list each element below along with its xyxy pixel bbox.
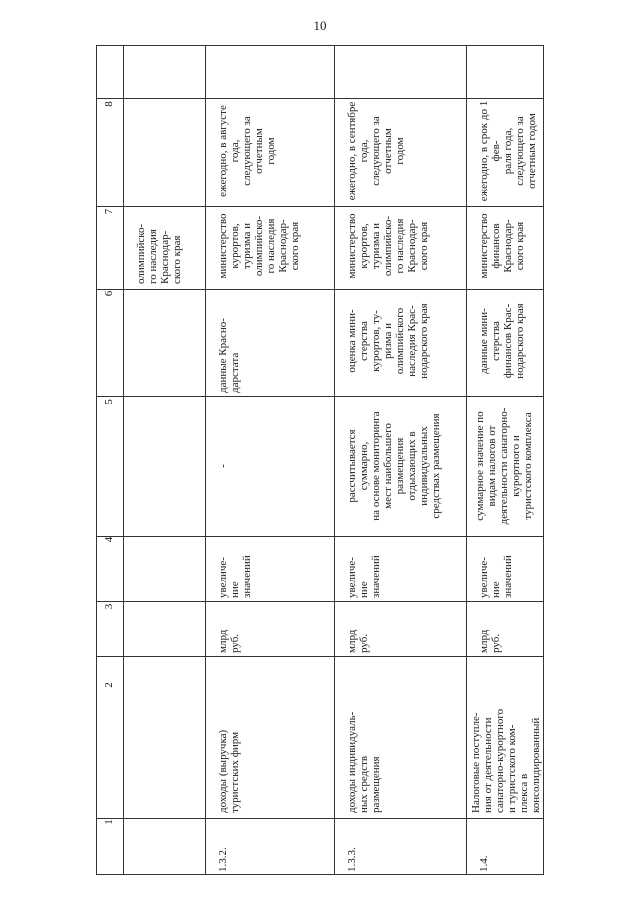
row-1-3-3-unit: млрд руб. <box>346 629 370 653</box>
row-1-4-unit: млрд руб. <box>478 629 502 653</box>
header-cell: 8 <box>103 101 115 107</box>
row-1-3-3-trend: увеличе- ние значений <box>346 555 382 598</box>
row-1-3-2-trend: увеличе- ние значений <box>217 555 253 598</box>
header-cell: 6 <box>103 290 115 297</box>
rotated-table <box>96 45 544 875</box>
header-cell: 7 <box>103 208 115 215</box>
row-1-3-2-number: 1.3.2. <box>217 847 229 872</box>
header-cell: 2 <box>103 682 115 688</box>
row-1-4-deadline: ежегодно, в срок до 1 фев- раля года, следующего за отчетным годом <box>478 100 538 202</box>
header-cell: 3 <box>103 603 115 610</box>
header-cell: 5 <box>103 399 115 405</box>
row-1-4-responsible: министерство финансов Краснодар- ского края <box>478 213 526 279</box>
header-cell: 4 <box>103 536 115 543</box>
row-1-3-2-responsible: министерство курортов, туризма и олимпийско- го наследия Краснодар- ского края <box>217 213 301 279</box>
row-1-3-2-deadline: ежегодно, в августе года, следующего за отчетным годом <box>217 105 277 197</box>
row-1-3-3-deadline: ежегодно, в сентябре года, следующего за отчетным годом <box>346 101 406 201</box>
row-1-4-name: Налоговые поступле- ния от деятельности санаторно-курортного и туристского ком- плекса в консолидированный <box>470 708 542 813</box>
row-1-3-2-unit: млрд руб. <box>217 629 241 653</box>
row-1-3-3-responsible: министерство курортов, туризма и олимпийско- го наследия Краснодар- ского края <box>346 213 430 279</box>
row-continuation-responsible: олимпийско- го наследия Краснодар- ского края <box>135 223 183 284</box>
row-1-3-3-name: доходы индивидуаль- ных средств размещения <box>346 711 382 813</box>
row-1-4-source: данные мини- стерства финансов Крас- нодарского края <box>478 303 526 379</box>
row-1-3-2-name: доходы (выручка) туристских фирм <box>217 729 241 813</box>
row-1-3-2-source: данные Красно- дарстата <box>217 318 241 393</box>
row-1-3-3-number: 1.3.3. <box>346 847 358 872</box>
row-1-4-number: 1.4. <box>478 855 490 872</box>
page-number: 10 <box>313 18 327 33</box>
header-cell: 1 <box>103 819 115 825</box>
row-1-3-3-method: рассчитывается суммарно, на основе мониторинга мест наибольшего размещения отдыхающих в индивидуальных средствах размещения <box>346 411 442 521</box>
row-1-3-2-method: - <box>217 464 229 468</box>
row-1-4-trend: увеличе- ние значений <box>478 555 514 598</box>
row-1-4-method: суммарное значение по видам налогов от деятельности санаторно- курортного и туристского комплекса <box>474 407 534 525</box>
row-1-3-3-source: оценка мини- стерства курортов, ту- ризма и олимпийского наследия Крас- нодарского края <box>346 303 430 379</box>
